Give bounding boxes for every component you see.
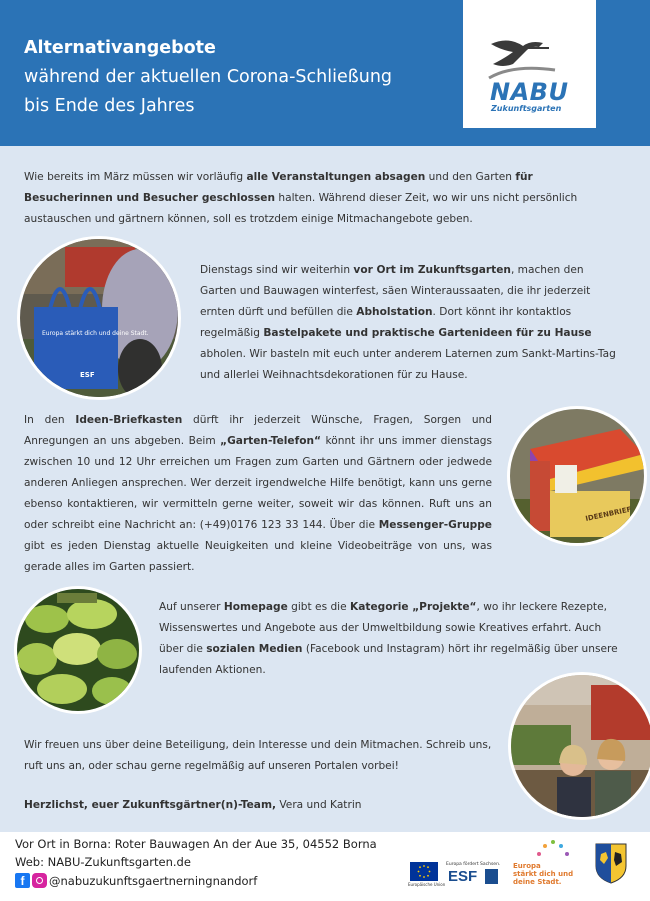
photo-team xyxy=(508,672,650,820)
europa-slogan-line-2: stärkt dich und xyxy=(513,870,574,878)
eu-label: Europäische Union xyxy=(408,882,446,887)
content-area xyxy=(0,146,650,832)
logo-subtitle: Zukunftsgarten xyxy=(491,104,562,113)
title-line-1: Alternativangebote xyxy=(24,38,216,58)
homepage-text-4: (Facebook und Instagram) hört ihr regelmäßig über unsere laufenden Aktionen. xyxy=(159,643,618,676)
footer-website[interactable]: Web: NABU-Zukunftsgarten.de xyxy=(15,855,191,869)
homepage-text-2: gibt es die xyxy=(287,601,351,613)
homepage-text-3: , wo ihr leckere Rezepte, Wissenswertes und Angebote aus der Umweltbildung sowie Kreatives erfahrt. Auch über die xyxy=(159,601,607,655)
signature xyxy=(24,795,494,816)
bag-esf: ESF xyxy=(80,371,95,379)
page-title xyxy=(24,34,392,121)
esf-logo-mark xyxy=(485,869,498,884)
tuesday-bold-1: vor Ort im Zukunftsgarten xyxy=(353,264,511,276)
mailbox-text-4: gibt es jeden Dienstag aktuelle Neuigkeiten und kleine Videobeiträge von uns, was gerade alles im Garten passiert. xyxy=(24,540,492,573)
coat-of-arms-icon xyxy=(594,842,628,884)
europa-stars-icon xyxy=(535,838,571,860)
mailbox-paragraph xyxy=(24,410,492,578)
intro-text-3: halten. Während dieser Zeit, wo wir uns nicht persönlich austauschen und gärtnern können, soll es trotzdem einige Mitmachangebote geben. xyxy=(24,192,578,225)
mailbox-text-1: In den xyxy=(24,414,76,426)
bag-slogan: Europa stärkt dich und deine Stadt. xyxy=(42,330,149,337)
mailbox-bold-2: „Garten-Telefon“ xyxy=(220,435,322,447)
homepage-bold-3: sozialen Medien xyxy=(206,643,303,655)
closing-paragraph: Wir freuen uns über deine Beteiligung, dein Interesse und dein Mitmachen. Schreib uns, ruft uns an, oder schau gerne regelmäßig auf unseren Portalen vorbei! xyxy=(24,739,492,772)
mailbox-bold-3: Messenger-Gruppe xyxy=(378,519,492,531)
instagram-icon[interactable] xyxy=(32,873,47,888)
tuesday-text-1: Dienstags sind wir weiterhin xyxy=(200,264,354,276)
tuesday-text-4: abholen. Wir basteln mit euch unter anderem Laternen zum Sankt-Martins-Tag und allerlei Weihnachtsdekorationen für zu Hause. xyxy=(200,348,616,381)
tuesday-text-3: . Dort könnt ihr kontaktlos regelmäßig xyxy=(200,306,572,339)
tuesday-paragraph xyxy=(200,260,620,386)
facebook-icon[interactable]: f xyxy=(15,873,30,888)
title-line-3: bis Ende des Jahres xyxy=(24,96,195,116)
intro-bold-1: alle Veranstaltungen absagen xyxy=(246,171,426,183)
signature-names: Vera und Katrin xyxy=(276,799,362,811)
homepage-bold-1: Homepage xyxy=(223,601,288,613)
mailbox-text-3: könnt ihr uns immer dienstags zwischen 10 und 12 Uhr erreichen um Fragen zum Garten und Gärtnern oder jedwede anderen Anliegen ansprechen. Wer derzeit irgendwelche Hilfe benötigt, kann uns gerne ebenso kontaktieren, wir vermitteln gerne weiter, soweit wir das können. Ruft uns an oder schreibt eine Nachricht an: (+49)0176 123 33 144. Über die xyxy=(24,435,492,531)
mailbox-text-2: dürft ihr jederzeit Wünsche, Fragen, Sorgen und Anregungen an uns abgeben. Beim xyxy=(24,414,492,447)
esf-logo: ESF xyxy=(448,868,478,885)
signature-team: Herzlichst, euer Zukunftsgärtner(n)-Team, xyxy=(24,799,277,811)
title-line-2: während der aktuellen Corona-Schließung xyxy=(24,67,393,87)
header-banner xyxy=(0,0,650,146)
intro-bold-2: für Besucherinnen und Besucher geschlossen xyxy=(24,171,533,204)
europa-slogan-line-3: deine Stadt. xyxy=(513,878,562,886)
tuesday-bold-3: Bastelpakete und praktische Gartenideen für zu Hause xyxy=(263,327,592,339)
eu-flag-icon xyxy=(410,862,438,881)
homepage-bold-2: Kategorie „Projekte“ xyxy=(350,601,477,613)
homepage-paragraph xyxy=(159,597,619,681)
homepage-text-1: Auf unserer xyxy=(159,601,224,613)
photo-plants xyxy=(14,586,142,714)
logo-wordmark: NABU xyxy=(490,78,569,106)
tuesday-bold-2: Abholstation xyxy=(356,306,433,318)
photo-tote-bag xyxy=(17,236,181,400)
intro-text-1: Wie bereits im März müssen wir vorläufig xyxy=(24,171,247,183)
social-links xyxy=(15,873,257,888)
nabu-logo xyxy=(463,0,596,128)
mailbox-sign: IDEENBRIEF xyxy=(584,505,633,523)
footer-address: Vor Ort in Borna: Roter Bauwagen An der Aue 35, 04552 Borna xyxy=(15,837,377,851)
europa-slogan xyxy=(513,862,573,886)
intro-paragraph xyxy=(24,167,624,230)
photo-idea-mailbox xyxy=(507,406,647,546)
intro-text-2: und den Garten xyxy=(425,171,516,183)
mailbox-bold-1: Ideen-Briefkasten xyxy=(75,414,183,426)
europa-slogan-line-1: Europa xyxy=(513,862,541,870)
stork-icon xyxy=(483,34,563,84)
social-handle[interactable]: @nabuzukunftsgaertnerningnandorf xyxy=(49,873,258,888)
footer xyxy=(0,832,650,901)
tuesday-text-2: , machen den Garten und Bauwagen winterfest, säen Winteraussaaten, die ihr jederzeit ernten dürft und befüllen die xyxy=(200,264,591,318)
esf-tagline: Europa fördert Sachsen. xyxy=(446,862,501,867)
